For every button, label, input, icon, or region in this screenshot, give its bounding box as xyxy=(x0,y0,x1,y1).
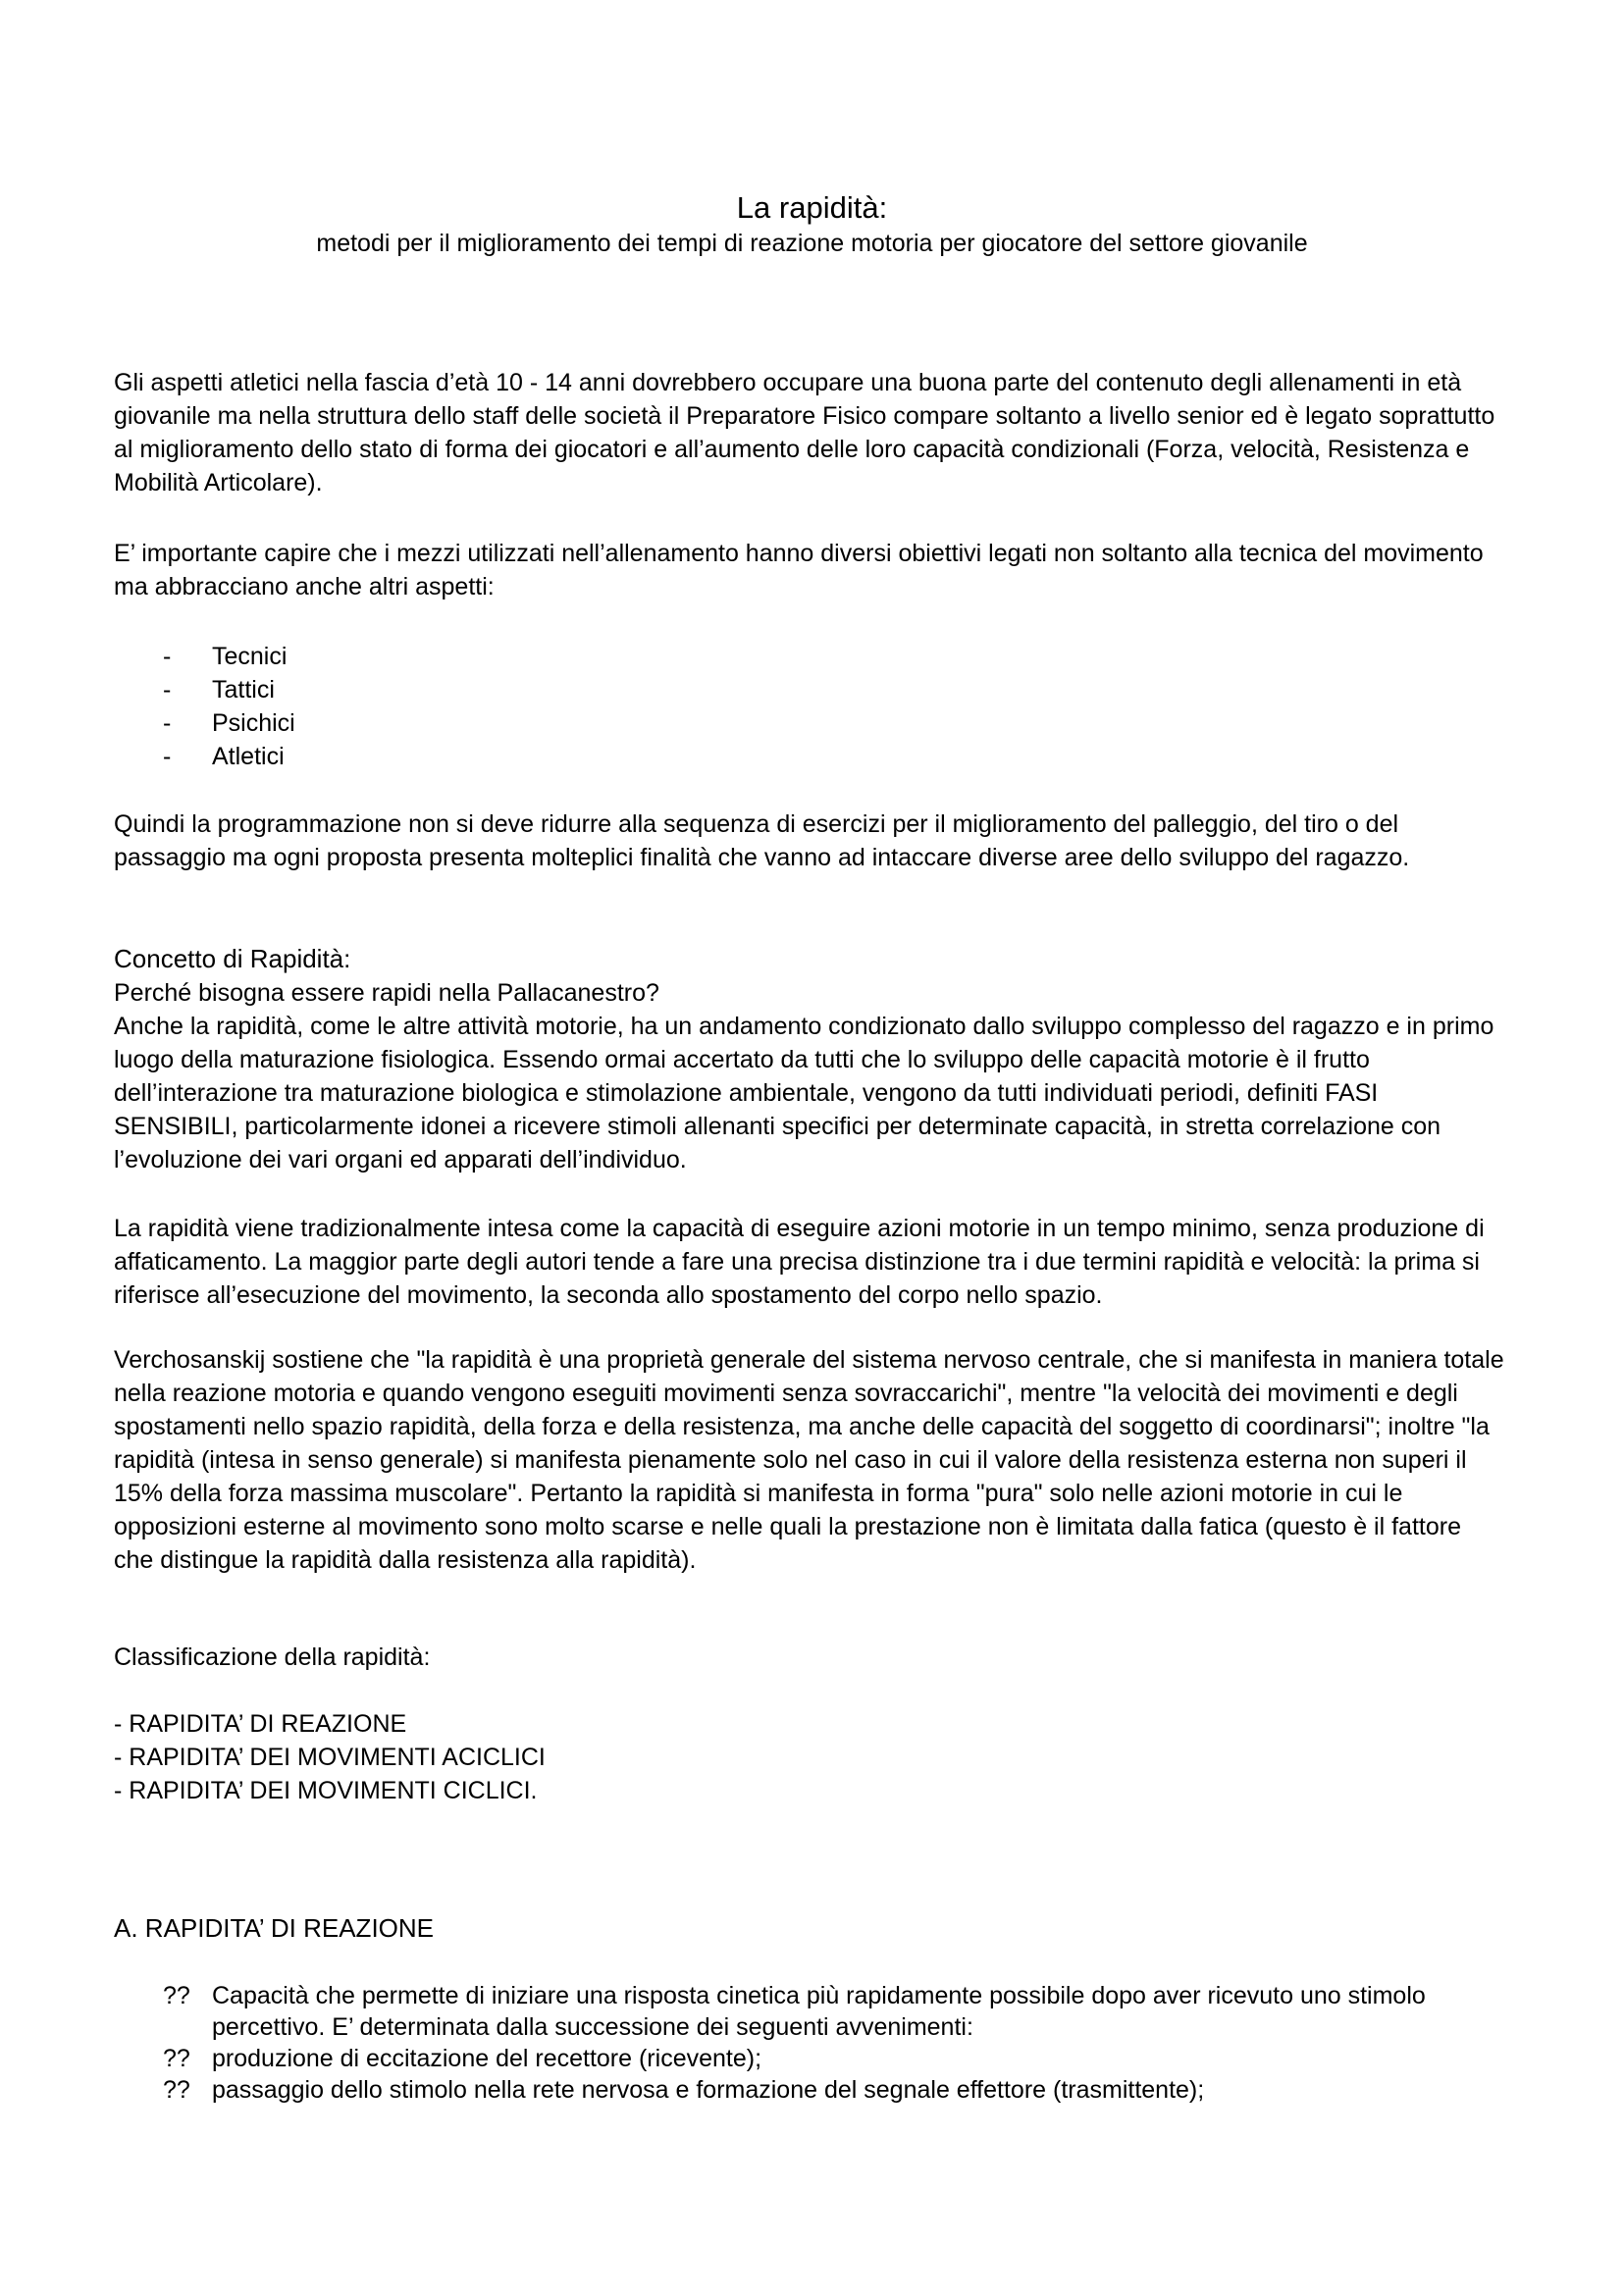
bullet-marker: ?? xyxy=(163,1982,190,2009)
list-item: ?? produzione di eccitazione del recettore (ricevente); xyxy=(163,2045,762,2072)
list-item: - Tecnici xyxy=(163,640,555,673)
definition-paragraph: La rapidità viene tradizionalmente intesa come la capacità di eseguire azioni motorie in un tempo minimo, senza produzione di affaticamento. La maggior parte degli autori tende a fare una precisa distinzione tra i due termini rapidità e velocità: la prima si riferisce all’esecuzione del movimento, la seconda allo spostamento del corpo nello spazio. xyxy=(114,1215,1485,1309)
list-item: - Psichici xyxy=(163,706,555,740)
dash-bullet: - xyxy=(163,643,172,670)
concept-question: Perché bisogna essere rapidi nella Pallacanestro? xyxy=(114,979,659,1007)
document-subtitle: metodi per il miglioramento dei tempi di reazione motoria per giocatore del settore giovanile xyxy=(316,230,1308,257)
document-title: La rapidità: xyxy=(736,190,888,225)
classification-heading: Classificazione della rapidità: xyxy=(114,1643,431,1671)
list-item: - Atletici xyxy=(163,740,555,773)
dash-bullet: - xyxy=(163,676,172,704)
section-a-list xyxy=(163,1980,1468,2106)
section-a-heading: A. RAPIDITA’ DI REAZIONE xyxy=(114,1913,435,1943)
aspects-list xyxy=(163,640,555,773)
list-item: - RAPIDITA’ DI REAZIONE xyxy=(114,1710,407,1738)
list-item: ?? Capacità che permette di iniziare una risposta cinetica più rapidamente possibile dopo aver ricevuto uno stimolo percettivo. E’ determinata dalla successione dei seguenti avvenimenti: xyxy=(163,1982,1426,2041)
list-item: ?? passaggio dello stimolo nella rete nervosa e formazione del segnale effettore (trasmittente); xyxy=(163,2076,1205,2104)
classification-list xyxy=(114,1707,997,1807)
programming-paragraph: Quindi la programmazione non si deve ridurre alla sequenza di esercizi per il miglioramento del palleggio, del tiro o del passaggio ma ogni proposta presenta molteplici finalità che vanno ad intaccare diverse aree dello sviluppo del ragazzo. xyxy=(114,810,1410,871)
concept-heading: Concetto di Rapidità: xyxy=(114,944,351,973)
dash-bullet: - xyxy=(163,743,172,770)
dash-bullet: - xyxy=(163,709,172,737)
intro-paragraph: Gli aspetti atletici nella fascia d’età 10 - 14 anni dovrebbero occupare una buona parte del contenuto degli allenamenti in età giovanile ma nella struttura dello staff delle società il Preparatore Fisico compare soltanto a livello senior ed è legato soprattutto al miglioramento dello stato di forma dei giocatori e all’aumento delle loro capacità condizionali (Forza, velocità, Resistenza e Mobilità Articolare). xyxy=(114,369,1495,496)
bullet-marker: ?? xyxy=(163,2045,190,2072)
bullet-marker: ?? xyxy=(163,2076,190,2104)
list-item: - RAPIDITA’ DEI MOVIMENTI CICLICI. xyxy=(114,1777,538,1804)
list-item: - Tattici xyxy=(163,673,555,706)
list-item: - RAPIDITA’ DEI MOVIMENTI ACICLICI xyxy=(114,1744,546,1771)
concept-body: Anche la rapidità, come le altre attività motorie, ha un andamento condizionato dallo sviluppo complesso del ragazzo e in primo luogo della maturazione fisiologica. Essendo ormai accertato da tutti che lo sviluppo delle capacità motorie è il frutto dell’interazione tra maturazione biologica e stimolazione ambientale, vengono da tutti individuati periodi, definiti FASI SENSIBILI, particolarmente idonei a ricevere stimoli allenanti specifici per determinate capacità, in stretta correlazione con l’evoluzione dei vari organi ed apparati dell’individuo. xyxy=(114,1013,1494,1173)
objectives-paragraph: E’ importante capire che i mezzi utilizzati nell’allenamento hanno diversi obiettivi legati non soltanto alla tecnica del movimento ma abbracciano anche altri aspetti: xyxy=(114,540,1484,600)
verchosanskij-paragraph: Verchosanskij sostiene che "la rapidità è una proprietà generale del sistema nervoso centrale, che si manifesta in maniera totale nella reazione motoria e quando vengono eseguiti movimenti senza sovraccarichi", mentre "la velocità dei movimenti e degli spostamenti nello spazio rapidità, della forza e della resistenza, ma anche delle capacità del soggetto di coordinarsi"; inoltre "la rapidità (intesa in senso generale) si manifesta pienamente solo nel caso in cui il valore della resistenza esterna non superi il 15% della forza massima muscolare". Pertanto la rapidità si manifesta in forma "pura" solo nelle azioni motorie in cui le opposizioni esterne al movimento sono molto scarse e nelle quali la prestazione non è limitata dalla fatica (questo è il fattore che distingue la rapidità dalla resistenza alla rapidità). xyxy=(114,1346,1504,1574)
